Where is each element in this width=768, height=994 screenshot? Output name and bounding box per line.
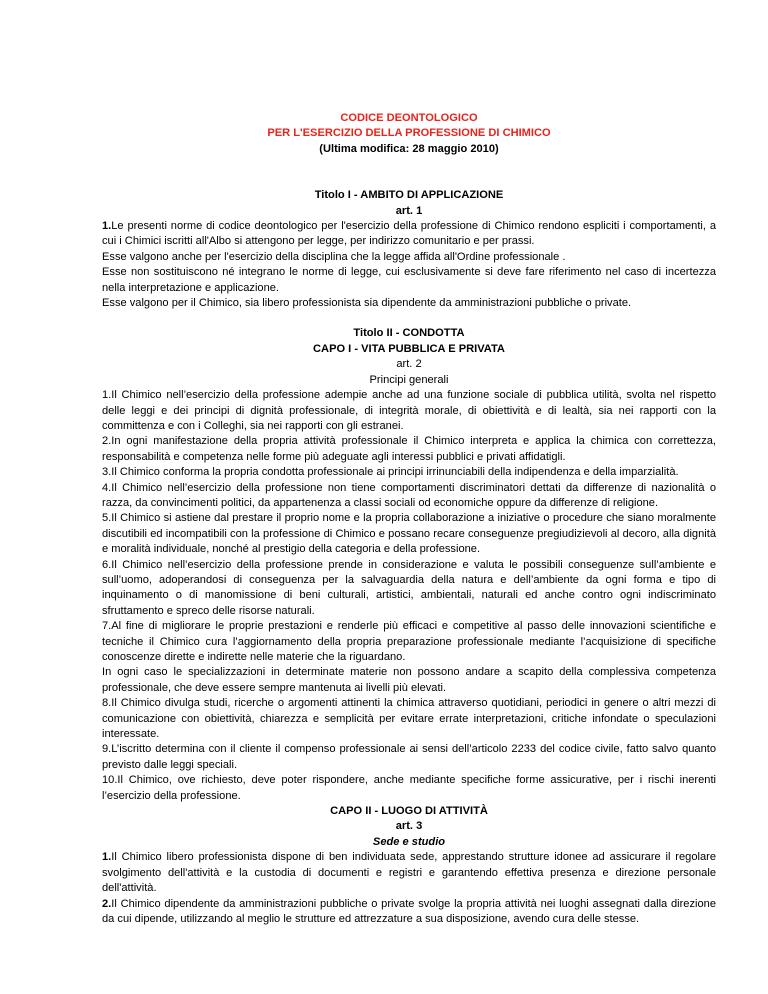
art2-item-4: 4.Il Chimico nell’esercizio della professione non tiene comportamenti discriminatori dettati da differenze di nazionalità o razza, da convincimenti politici, da appartenenza a classi sociali od economiche oppure da differenze di religione. — [102, 481, 716, 509]
art1-p1-number: 1. — [102, 220, 112, 233]
art2-item-5: 5.Il Chimico si astiene dal prestare il proprio nome e la propria collaborazione a iniziative o procedure che siano moralmente discutibili ed incompatibili con la professione di Chimico e possano recare conseguenze pregiudizievoli al decoro, alla dignità e moralità individuale, nonché al prestigio della categoria e della professione. — [102, 512, 716, 556]
art3-p2-text: Il Chimico dipendente da amministrazioni pubbliche o private svolge la propria attività nei luoghi assegnati dalla direzione da cui dipende, utilizzando al meglio le strutture ed attrezzature a sua disposizione, avendo cura delle stesse. — [102, 897, 716, 925]
capo2-heading: CAPO II - LUOGO DI ATTIVITÀ — [330, 805, 488, 818]
art3-label: art. 3 — [395, 820, 423, 833]
art1-paragraph-3: Esse non sostituiscono né integrano le norme di legge, cui esclusivamente si deve fare riferimento nel caso di incertezza nella interpretazione e applicazione. — [102, 266, 716, 294]
titolo2-heading: Titolo II - CONDOTTA — [353, 327, 465, 340]
art1-paragraph-2: Esse valgono anche per l'esercizio della disciplina che la legge affida all'Ordine professionale . — [102, 250, 566, 263]
art2-item-7: 7.Al fine di migliorare le proprie prestazioni e renderle più efficaci e competitive al passo delle innovazioni scientifiche e tecniche il Chimico cura l’aggiornamento della propria preparazione professionale mediante l’acquisizione di specifiche conoscenze dirette e indirette nelle materie che la riguardano. — [102, 620, 716, 663]
art2-item-3: 3.Il Chimico conforma la propria condotta professionale ai principi irrinunciabili della indipendenza e della imparzialità. — [102, 466, 679, 479]
art1-paragraph-1 — [102, 219, 716, 250]
art1-p1-text: Le presenti norme di codice deontologico per l'esercizio della professione di Chimico rendono espliciti i comportamenti, a cui i Chimici iscritti all'Albo si attengono per legge, per indirizzo comunitario e per prassi. — [102, 220, 716, 248]
document-subtitle: PER L'ESERCIZIO DELLA PROFESSIONE DI CHIMICO — [267, 127, 551, 140]
titolo1-heading: Titolo I - AMBITO DI APPLICAZIONE — [314, 189, 504, 202]
art3-p1-number: 1. — [102, 851, 112, 864]
capo1-heading: CAPO I - VITA PUBBLICA E PRIVATA — [313, 342, 505, 355]
art3-p2-number: 2. — [102, 897, 112, 910]
art1-label: art. 1 — [395, 204, 423, 217]
art2-item-10: 10.Il Chimico, ove richiesto, deve poter rispondere, anche mediante specifiche forme assicurative, per i rischi inerenti l’esercizio della professione. — [102, 774, 716, 802]
art2-subtitle: Principi generali — [369, 373, 449, 386]
art2-item-1: 1.Il Chimico nell’esercizio della professione adempie anche ad una funzione sociale di pubblica utilità, svolta nel rispetto delle leggi e dei principi di dignità professionale, di integrità morale, di obiettività e di lealtà, sia nei rapporti con la committenza e con i Colleghi, sia nei rapporti con gli estranei. — [102, 389, 716, 432]
art3-subtitle: Sede e studio — [372, 835, 446, 848]
art2-item-2: 2.In ogni manifestazione della propria attività professionale il Chimico interpreta e applica la chimica con correttezza, responsabilità e competenza nelle forme più adeguate agli interessi pubblici e privati affidatigli. — [102, 435, 716, 463]
last-modified: (Ultima modifica: 28 maggio 2010) — [319, 142, 499, 155]
art2-item-6: 6.Il Chimico nell’esercizio della professione prende in considerazione e valuta le possibili conseguenze sull’ambiente e sull’uomo, adoperandosi di conseguenza per la salvaguardia della natura e dell’ambiente da ogni forma e tipo di inquinamento o di manomissione di beni culturali, artistici, ambientali, naturali ed anche contro ogni indiscriminato sfruttamento e spreco delle risorse naturali. — [102, 558, 716, 617]
art3-paragraph-1 — [102, 850, 716, 896]
art2-item-9: 9.L’iscritto determina con il cliente il compenso professionale ai sensi dell’articolo 2233 del codice civile, fatto salvo quanto previsto dalle leggi speciali. — [102, 743, 716, 771]
art2-item-8: 8.Il Chimico divulga studi, ricerche o argomenti attinenti la chimica attraverso quotidiani, periodici in genere o altri mezzi di comunicazione con obiettività, chiarezza e semplicità per evitare errate interpretazioni, critiche infondate o speculazioni interessate. — [102, 697, 716, 741]
art2-item-7-note: In ogni caso le specializzazioni in determinate materie non possono andare a scapito della complessiva competenza professionale, che deve essere sempre mantenuta ai livelli più elevati. — [102, 666, 716, 694]
art2-label: art. 2 — [396, 358, 422, 371]
art1-paragraph-4: Esse valgono per il Chimico, sia libero professionista sia dipendente da amministrazioni pubbliche o private. — [102, 297, 632, 310]
art3-paragraph-2 — [102, 897, 716, 928]
document-title: CODICE DEONTOLOGICO — [340, 112, 478, 124]
art3-p1-text: Il Chimico libero professionista dispone di ben individuata sede, apprestando strutture idonee ad assicurare il regolare svolgimento dell'attività e la custodia di documenti e registri e garantendo effettiva presenza e direzione personale dell'attività. — [102, 851, 716, 895]
